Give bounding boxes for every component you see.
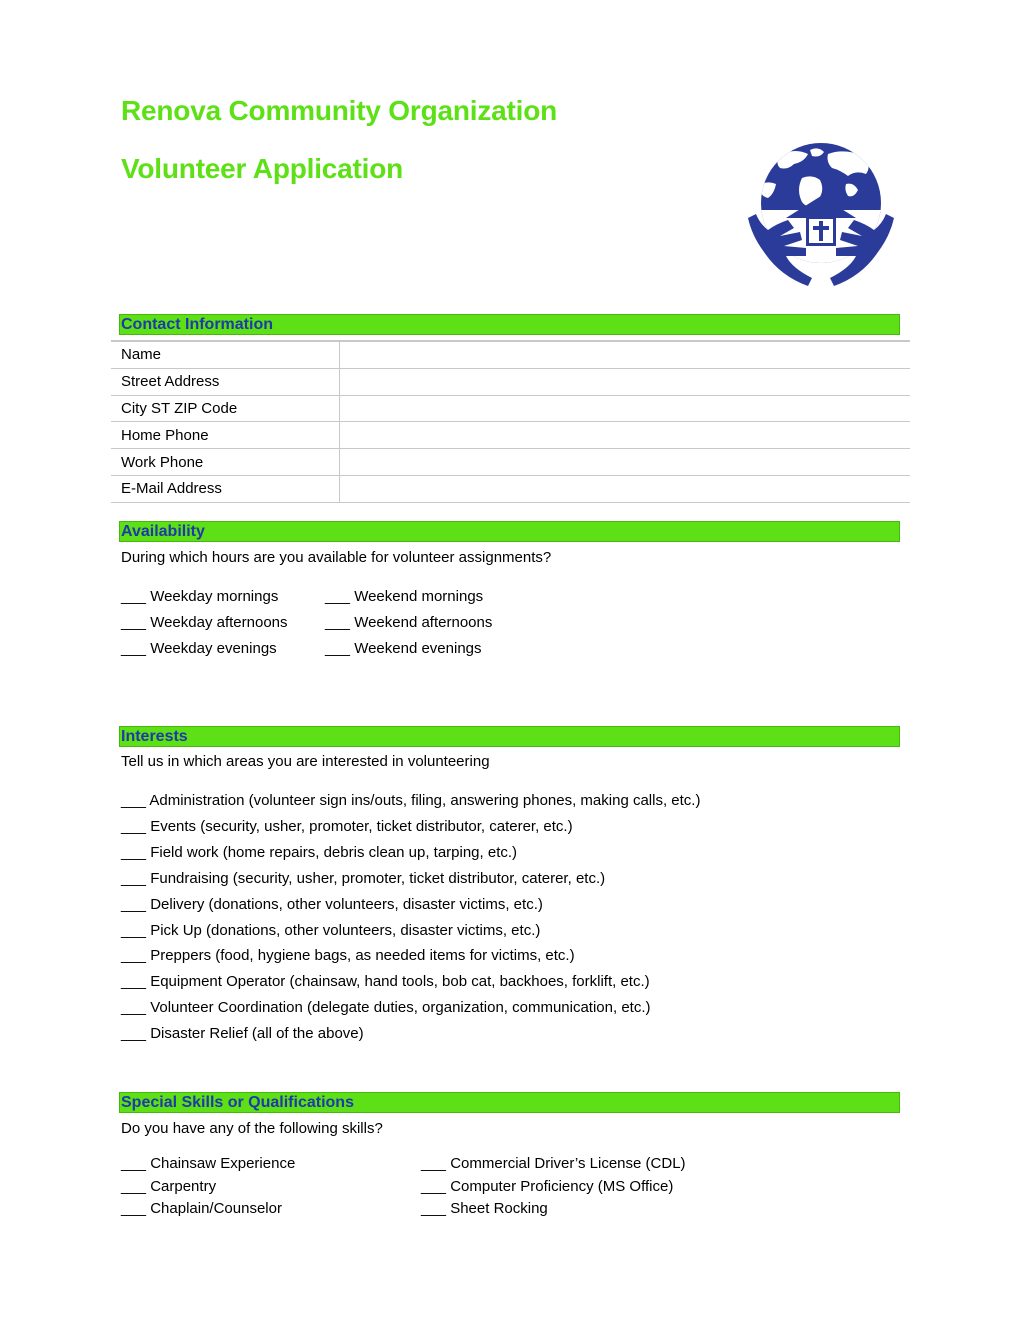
skills-question: Do you have any of the following skills? — [121, 1120, 383, 1137]
availability-section-header — [119, 521, 900, 542]
table-row — [111, 341, 910, 368]
table-row — [111, 368, 910, 395]
org-name: Renova Community Organization — [121, 95, 558, 126]
availability-option[interactable]: ___ Weekday evenings — [121, 640, 277, 657]
availability-option[interactable]: ___ Weekday mornings — [121, 588, 279, 605]
skills-section-header — [119, 1092, 900, 1113]
globe-hands-house-logo — [746, 140, 896, 290]
availability-question: During which hours are you available for volunteer assignments? — [121, 549, 552, 566]
interest-option[interactable]: ___ Equipment Operator (chainsaw, hand tools, bob cat, backhoes, forklift, etc.) — [121, 973, 650, 990]
city-st-zip-field[interactable] — [340, 395, 911, 422]
interest-option[interactable]: ___ Administration (volunteer sign ins/outs, filing, answering phones, making calls, etc.) — [121, 792, 701, 809]
interest-option[interactable]: ___ Disaster Relief (all of the above) — [121, 1025, 364, 1042]
availability-option[interactable]: ___ Weekend mornings — [325, 588, 484, 605]
interests-heading: Interests — [121, 728, 188, 745]
field-label: City ST ZIP Code — [111, 395, 340, 422]
table-row — [111, 395, 910, 422]
field-label: Street Address — [111, 368, 340, 395]
interest-option[interactable]: ___ Fundraising (security, usher, promoter, ticket distributor, caterer, etc.) — [121, 870, 606, 887]
interest-option[interactable]: ___ Events (security, usher, promoter, ticket distributor, caterer, etc.) — [121, 818, 573, 835]
skill-option[interactable]: ___ Chaplain/Counselor — [121, 1200, 282, 1217]
interests-section-header — [119, 726, 900, 747]
interest-option[interactable]: ___ Preppers (food, hygiene bags, as needed items for victims, etc.) — [121, 947, 575, 964]
street-address-field[interactable] — [340, 368, 911, 395]
interest-option[interactable]: ___ Field work (home repairs, debris clean up, tarping, etc.) — [121, 844, 518, 861]
contact-table — [111, 340, 910, 503]
skill-option[interactable]: ___ Carpentry — [121, 1178, 217, 1195]
home-phone-field[interactable] — [340, 422, 911, 449]
availability-option[interactable]: ___ Weekend evenings — [325, 640, 482, 657]
doc-title: Volunteer Application — [121, 153, 404, 184]
field-label: E-Mail Address — [111, 475, 340, 502]
skill-option[interactable]: ___ Chainsaw Experience — [121, 1155, 296, 1172]
work-phone-field[interactable] — [340, 449, 911, 476]
field-label: Home Phone — [111, 422, 340, 449]
interest-option[interactable]: ___ Delivery (donations, other volunteers, disaster victims, etc.) — [121, 896, 543, 913]
email-field[interactable] — [340, 475, 911, 502]
skill-option[interactable]: ___ Commercial Driver’s License (CDL) — [421, 1155, 686, 1172]
table-row — [111, 475, 910, 502]
table-row — [111, 422, 910, 449]
table-row — [111, 449, 910, 476]
field-label: Work Phone — [111, 449, 340, 476]
skill-option[interactable]: ___ Computer Proficiency (MS Office) — [421, 1178, 674, 1195]
availability-option[interactable]: ___ Weekday afternoons — [121, 614, 288, 631]
interests-question: Tell us in which areas you are interested in volunteering — [121, 753, 490, 770]
skills-heading: Special Skills or Qualifications — [121, 1094, 354, 1111]
contact-section-header — [119, 314, 900, 335]
interest-option[interactable]: ___ Volunteer Coordination (delegate duties, organization, communication, etc.) — [121, 999, 651, 1016]
interest-option[interactable]: ___ Pick Up (donations, other volunteers, disaster victims, etc.) — [121, 922, 541, 939]
contact-heading: Contact Information — [121, 316, 273, 333]
availability-option[interactable]: ___ Weekend afternoons — [325, 614, 493, 631]
field-label: Name — [111, 341, 340, 368]
name-field[interactable] — [340, 341, 911, 368]
skill-option[interactable]: ___ Sheet Rocking — [421, 1200, 548, 1217]
availability-heading: Availability — [121, 523, 205, 540]
